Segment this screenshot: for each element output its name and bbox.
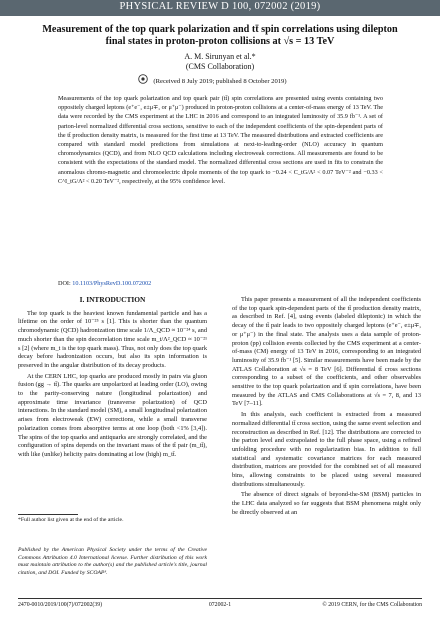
journal-header: PHYSICAL REVIEW D 100, 072002 (2019) [119,1,321,12]
doi-line [58,280,151,287]
footer-copyright: © 2019 CERN, for the CMS Collaboration [322,602,422,608]
received-dates: (Received 8 July 2019; published 8 October 2019) [153,78,287,85]
license-statement: Published by the American Physical Society under the terms of the Creative Commons Attribution 4.0 International license. Further distribution of this work must maintain attribution to the author(s) and the published article's title, journal citation, and DOI. Funded by SCOAP³. [18,547,207,576]
footnote: *Full author list given at the end of the article. [18,517,124,523]
paragraph: At the CERN LHC, top quarks are produced mostly in pairs via gluon fusion (gg → tt̄). The quarks are unpolarized at leading order (LO), owing to the parity-conserving nature (longitudinal polarization) and approximate time invariance (transverse polarization) of QCD interactions. In the standard model (SM), a small longitudinal polarization arises from electroweak (EW) corrections, while a small transverse polarization comes from absorptive terms at one loop (both <1% [3,4]). The spins of the top quarks and antiquarks are strongly correlated, and the configuration of spins depends on the invariant mass of the tt̄ pair (m_tt̄), with like (unlike) helicity pairs dominating at low (high) m_tt̄. [18,372,207,458]
left-column [18,296,207,462]
right-column [232,296,421,520]
footer-divider [18,598,422,599]
journal-header-band [0,0,440,16]
paragraph: This paper presents a measurement of all the independent coefficients of the top quark spin-dependent parts of the tt̄ production density matrix, as described in Ref. [4], using events (labeled dileptonic) in which the decay of the tt̄ pair leads to two oppositely charged leptons (e⁺e⁻, e±μ∓, or μ⁺μ⁻) in the final state. The analysis uses a data sample of proton-proton (pp) collision events collected by the CMS experiment at a center-of-mass (CM) energy of 13 TeV in 2016, corresponding to an integrated luminosity of 35.9 fb⁻¹ [5]. Similar measurements have been made by the ATLAS Collaboration at √s = 8 TeV [6]. Differential tt̄ cross sections corresponding to a subset of the coefficients, and other observables sensitive to the top quark polarization and tt̄ spin correlations, have been measured by the ATLAS and CMS Collaborations at √s = 7, 8, and 13 TeV [7–11]. [232,296,421,408]
page-number: 072002-1 [208,602,232,608]
abstract: Measurements of the top quark polarization and top quark pair (tt̄) spin correlations are presented using events containing two oppositely charged leptons (e⁺e⁻, e±μ∓, or μ⁺μ⁻) produced in proton-proton collisions at a center-of-mass energy of 13 TeV. The data were recorded by the CMS experiment at the LHC in 2016 and correspond to an integrated luminosity of 35.9 fb⁻¹. A set of parton-level normalized differential cross sections, sensitive to each of the independent coefficients of the spin-dependent parts of the tt̄ production density matrix, is measured for the first time at 13 TeV. The measured distributions and extracted coefficients are compared with standard model predictions from simulations at next-to-leading-order (NLO) accuracy in quantum chromodynamics (QCD), and from NLO QCD calculations including electroweak corrections. All measurements are found to be consistent with the expectations of the standard model. The normalized differential cross sections are used in fits to constrain the anomalous chromo-magnetic and chromoelectric dipole moments of the top quark to −0.24 < C_tG/Λ² < 0.07 TeV⁻² and −0.33 < C^I_tG/Λ² < 0.20 TeV⁻², respectively, at the 95% confidence level. [58,95,383,185]
doi-link[interactable]: 10.1103/PhysRevD.100.072002 [72,280,152,287]
footer-issn: 2470-0010/2019/100(7)/072002(39) [18,602,103,608]
collaboration-name: (CMS Collaboration) [185,62,255,71]
paragraph: In this analysis, each coefficient is extracted from a measured normalized differential tt̄ cross section, using the same event selection and reconstruction as described in Ref. [12]. The distributions are corrected to the parton level and extrapolated to the full phase space, using a refined unfolding procedure with no regularization bias. In addition to full statistical and systematic covariance matrices for each measured distribution, matrices are provided for the combined set of all measured bins, allowing constraints to be placed using several measured distributions simultaneously. [232,411,421,488]
paragraph: The absence of direct signals of beyond-the-SM (BSM) particles in the LHC data analyzed so far suggests that BSM phenomena might only be directly observed at an [232,491,421,516]
footnote-divider [18,514,78,515]
author-list[interactable]: A. M. Sirunyan et al.* [184,52,256,61]
paragraph: The top quark is the heaviest known fundamental particle and has a lifetime on the order of 10⁻²⁵ s [1]. This is shorter than the quantum chromodynamic (QCD) hadronization time scale 1/Λ_QCD ≈ 10⁻²⁴ s, and much shorter than the spin decorrelation time scale m_t/Λ²_QCD ≈ 10⁻²¹ s [2] (where m_t is the top quark mass). Thus, not only does the top quark decay before hadronization occurs, but also its spin information is preserved in the angular distribution of its decay products. [18,309,207,369]
doi-label: DOI: [58,280,71,287]
section-heading: I. INTRODUCTION [79,295,146,304]
article-title: Measurement of the top quark polarization and tt̄ spin correlations using dilepton final states in proton-proton collisions at √s = 13 TeV [42,24,398,48]
